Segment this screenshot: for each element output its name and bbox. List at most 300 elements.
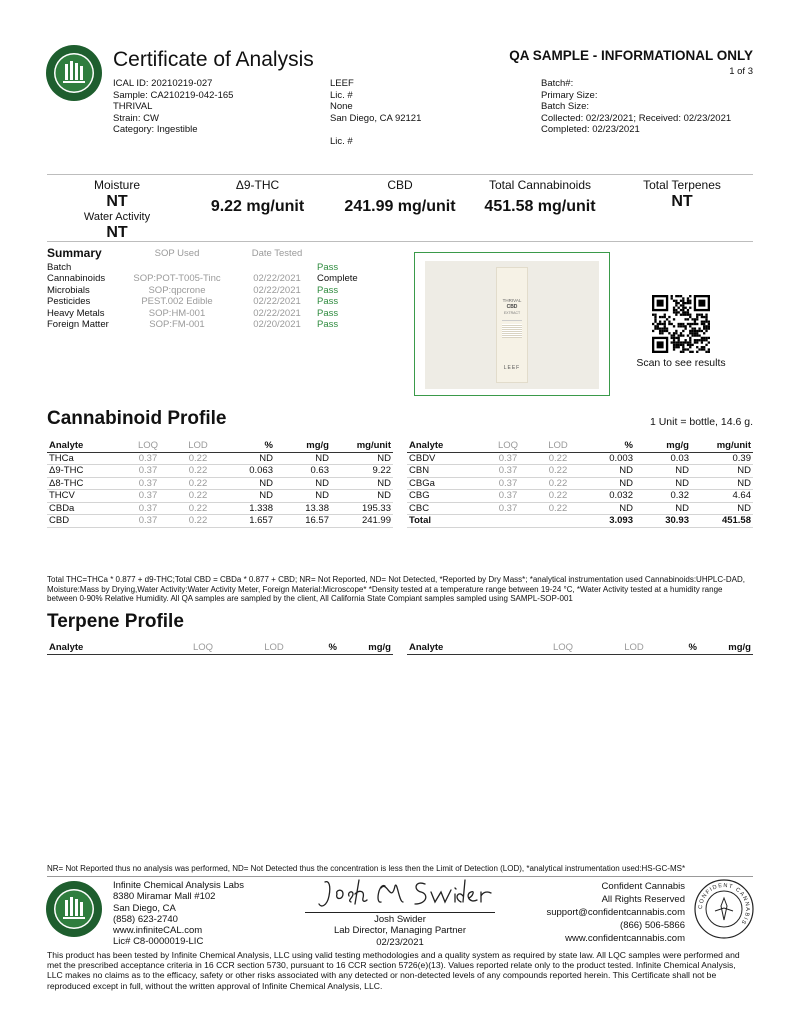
qr-module xyxy=(696,334,698,336)
qr-module xyxy=(708,341,710,343)
column-header: LOQ xyxy=(483,440,533,452)
summary-sop: SOP:POT-T005-Tinc xyxy=(133,273,221,285)
qr-module xyxy=(680,300,682,302)
qr-finder xyxy=(657,300,664,307)
table-cell: 16.57 xyxy=(275,515,331,528)
summary-test-name: Pesticides xyxy=(47,296,91,308)
table-cell: 0.37 xyxy=(483,490,533,503)
qr-module xyxy=(675,344,677,346)
qr-module xyxy=(664,325,666,327)
water-activity-value: NT xyxy=(106,224,128,241)
qr-module xyxy=(696,323,698,325)
table-header-row xyxy=(407,440,753,452)
signer-role: Lab Director, Managing Partner xyxy=(333,925,467,937)
cbd-label: CBD xyxy=(387,178,413,192)
qr-module xyxy=(701,348,703,350)
qr-module xyxy=(703,337,705,339)
qr-module xyxy=(682,351,684,353)
table-cell: 451.58 xyxy=(691,515,753,528)
qr-module xyxy=(689,341,691,343)
qr-module xyxy=(682,309,684,311)
table-cell: 0.22 xyxy=(173,477,223,490)
qr-module xyxy=(703,346,705,348)
column-header: LOQ xyxy=(167,642,239,654)
table-cell: CBDV xyxy=(407,452,483,465)
qr-module xyxy=(659,316,661,318)
table-row xyxy=(407,502,753,515)
table-row xyxy=(47,465,393,478)
sample-info xyxy=(113,78,233,136)
table-row xyxy=(407,452,753,465)
product-name: THRIVAL xyxy=(113,101,153,112)
qr-module xyxy=(659,321,661,323)
table-row xyxy=(407,477,753,490)
qr-module xyxy=(673,311,675,313)
qr-finder xyxy=(657,341,664,348)
table-cell: 0.003 xyxy=(583,452,635,465)
table-cell: 0.32 xyxy=(635,490,691,503)
qr-module xyxy=(673,346,675,348)
qr-module xyxy=(678,323,680,325)
qr-module xyxy=(687,300,689,302)
qr-module xyxy=(652,314,654,316)
qr-module xyxy=(708,327,710,329)
qr-module xyxy=(708,348,710,350)
qr-module xyxy=(678,337,680,339)
cbd-metric xyxy=(330,178,470,216)
qr-module xyxy=(682,307,684,309)
qr-module xyxy=(678,311,680,313)
qr-module xyxy=(687,311,689,313)
qr-module xyxy=(689,307,691,309)
confident-cannabis-seal xyxy=(693,878,755,940)
qr-module xyxy=(689,323,691,325)
qr-module xyxy=(673,325,675,327)
qr-module xyxy=(675,314,677,316)
qr-module xyxy=(694,332,696,334)
table-cell: 1.338 xyxy=(223,502,275,515)
qr-module xyxy=(661,332,663,334)
summary-row xyxy=(47,296,377,307)
qr-module xyxy=(680,304,682,306)
summary-date: 02/22/2021 xyxy=(253,307,301,319)
summary-result: Complete xyxy=(317,273,358,285)
client-info xyxy=(330,78,421,147)
qr-module xyxy=(694,334,696,336)
signature-date: 02/23/2021 xyxy=(376,936,424,948)
qr-module xyxy=(673,334,675,336)
qr-module xyxy=(684,318,686,320)
table-cell: Total xyxy=(407,515,483,528)
confident-rights: All Rights Reserved xyxy=(601,894,685,905)
table-cell: 0.22 xyxy=(533,477,583,490)
qr-module xyxy=(689,339,691,341)
column-header: Analyte xyxy=(47,642,167,654)
strain: Strain: CW xyxy=(113,112,159,124)
qr-module xyxy=(687,344,689,346)
column-header: LOD xyxy=(599,642,669,654)
table-cell: CBDa xyxy=(47,502,123,515)
qr-module xyxy=(701,337,703,339)
qr-module xyxy=(682,330,684,332)
qr-module xyxy=(673,348,675,350)
client-address-2: San Diego, CA 92121 xyxy=(330,112,422,124)
summary-heading: Summary xyxy=(47,246,102,260)
qr-module xyxy=(705,325,707,327)
client-address-1: None xyxy=(330,101,353,112)
qr-module xyxy=(680,325,682,327)
qr-module xyxy=(671,337,673,339)
qr-module xyxy=(691,344,693,346)
table-cell: 0.37 xyxy=(123,515,173,528)
summary-test-name: Microbials xyxy=(47,284,90,296)
lab-website[interactable]: www.infiniteCAL.com xyxy=(113,925,203,937)
qr-module xyxy=(675,295,677,297)
qr-module xyxy=(682,344,684,346)
product-divider xyxy=(502,320,522,321)
table-cell: ND xyxy=(635,502,691,515)
qr-module xyxy=(664,330,666,332)
qr-module xyxy=(701,316,703,318)
total-cannabinoids-metric xyxy=(470,178,610,216)
qr-module xyxy=(689,316,691,318)
total-terpenes-value: NT xyxy=(671,193,693,210)
batch-size: Batch Size: xyxy=(541,101,590,112)
qr-module xyxy=(705,314,707,316)
qr-module xyxy=(687,323,689,325)
qr-module xyxy=(680,341,682,343)
table-cell: 0.37 xyxy=(123,465,173,478)
table-cell: 0.37 xyxy=(483,452,533,465)
qr-module xyxy=(675,300,677,302)
lab-address-2: San Diego, CA xyxy=(113,902,176,914)
qr-module xyxy=(705,337,707,339)
qr-module xyxy=(689,314,691,316)
qr-module xyxy=(684,307,686,309)
table-cell: CBGa xyxy=(407,477,483,490)
table-cell: 0.22 xyxy=(533,452,583,465)
qr-module xyxy=(703,323,705,325)
summary-row xyxy=(47,308,377,319)
table-cell xyxy=(483,515,533,528)
column-header: mg/unit xyxy=(331,440,393,452)
table-cell xyxy=(533,515,583,528)
qr-module xyxy=(703,332,705,334)
qr-module xyxy=(691,332,693,334)
qr-module xyxy=(682,323,684,325)
qr-module xyxy=(678,334,680,336)
table-cell: 0.37 xyxy=(483,465,533,478)
total-terpenes-label: Total Terpenes xyxy=(643,178,721,192)
qr-module xyxy=(673,332,675,334)
qr-module xyxy=(673,337,675,339)
qr-module xyxy=(661,316,663,318)
qr-module xyxy=(682,311,684,313)
column-header: LOD xyxy=(533,440,583,452)
total-cannabinoids-label: Total Cannabinoids xyxy=(488,178,592,192)
qr-module xyxy=(675,309,677,311)
table-cell: ND xyxy=(223,452,275,465)
qr-module xyxy=(708,323,710,325)
qr-module xyxy=(696,351,698,353)
summary-test-name: Cannabinoids xyxy=(47,273,106,285)
qr-module xyxy=(689,295,691,297)
summary-sop: SOP:qpcrone xyxy=(148,284,206,296)
summary-sop: PEST.002 Edible xyxy=(141,296,213,308)
table-header-row xyxy=(47,642,393,654)
summary-result: Pass xyxy=(317,296,339,308)
table-cell: 0.22 xyxy=(173,515,223,528)
table-cell: 0.22 xyxy=(533,465,583,478)
lab-logo-seal-footer xyxy=(45,880,103,938)
table-cell: ND xyxy=(691,477,753,490)
table-cell: 195.33 xyxy=(331,502,393,515)
qr-module xyxy=(701,323,703,325)
qr-module xyxy=(682,302,684,304)
confident-website[interactable]: www.confidentcannabis.com xyxy=(565,933,685,944)
table-cell: 0.37 xyxy=(483,502,533,515)
qr-code[interactable] xyxy=(652,295,710,353)
batch-number: Batch#: xyxy=(541,78,574,89)
qr-module xyxy=(694,321,696,323)
qr-module xyxy=(696,330,698,332)
qr-module xyxy=(705,339,707,341)
qr-module xyxy=(696,339,698,341)
qr-module xyxy=(705,351,707,353)
table-header-row xyxy=(407,642,753,654)
qr-module xyxy=(694,341,696,343)
qr-module xyxy=(664,323,666,325)
summary-row xyxy=(47,285,377,296)
table-cell: 0.37 xyxy=(123,452,173,465)
product-photo-frame xyxy=(414,252,610,396)
confident-email[interactable]: support@confidentcannabis.com xyxy=(546,907,685,918)
qr-module xyxy=(701,339,703,341)
qr-module xyxy=(684,302,686,304)
qr-module xyxy=(684,327,686,329)
qr-module xyxy=(654,321,656,323)
qr-module xyxy=(682,348,684,350)
table-cell: ND xyxy=(583,477,635,490)
qr-module xyxy=(678,295,680,297)
summary-date: 02/20/2021 xyxy=(253,319,301,330)
qr-module xyxy=(659,330,661,332)
completed-date: Completed: 02/23/2021 xyxy=(541,124,640,135)
qr-module xyxy=(698,334,700,336)
summary-result: Pass xyxy=(317,319,339,330)
column-header: mg/g xyxy=(635,440,691,452)
total-terpenes-metric xyxy=(622,178,742,211)
summary-row xyxy=(47,262,377,273)
qr-module xyxy=(689,332,691,334)
summary-col-date: Date Tested xyxy=(251,248,303,259)
qr-module xyxy=(654,314,656,316)
qr-module xyxy=(687,297,689,299)
qr-module xyxy=(689,300,691,302)
qr-module xyxy=(698,330,700,332)
table-cell: 0.03 xyxy=(635,452,691,465)
qr-module xyxy=(694,330,696,332)
qr-module xyxy=(698,339,700,341)
qr-module xyxy=(687,309,689,311)
qr-module xyxy=(701,314,703,316)
summary-result: Pass xyxy=(317,284,339,296)
qr-module xyxy=(694,323,696,325)
qr-module xyxy=(694,318,696,320)
qr-module xyxy=(691,351,693,353)
qr-module xyxy=(682,346,684,348)
qr-module xyxy=(654,316,656,318)
terpene-footnote: NR= Not Reported thus no analysis was performed, ND= Not Detected thus the concentration is less then the Limit of Detection (LOD), *analytical instrumentation used:HS-GC-MS* xyxy=(47,864,686,873)
confident-name: Confident Cannabis xyxy=(601,881,685,892)
qr-module xyxy=(691,334,693,336)
qr-module xyxy=(671,295,673,297)
table-row xyxy=(47,490,393,503)
qr-module xyxy=(684,311,686,313)
summary-sop: SOP:HM-001 xyxy=(148,307,206,319)
d9-thc-metric xyxy=(190,178,325,216)
qr-module xyxy=(671,341,673,343)
table-cell: 0.22 xyxy=(173,452,223,465)
qr-module xyxy=(678,341,680,343)
table-cell: ND xyxy=(275,490,331,503)
page-number: 1 of 3 xyxy=(729,66,753,77)
qr-module xyxy=(689,344,691,346)
summary-result: Pass xyxy=(317,262,339,273)
water-activity-label: Water Activity xyxy=(83,211,151,223)
qr-module xyxy=(673,300,675,302)
table-cell: 1.657 xyxy=(223,515,275,528)
qr-module xyxy=(703,339,705,341)
column-header: mg/unit xyxy=(691,440,753,452)
qa-sample-label: QA SAMPLE - INFORMATIONAL ONLY xyxy=(509,48,753,63)
qr-module xyxy=(666,330,668,332)
product-line-1: CBD xyxy=(506,304,518,310)
table-cell: 241.99 xyxy=(331,515,393,528)
qr-module xyxy=(684,325,686,327)
terpene-table-left xyxy=(47,642,393,655)
qr-module xyxy=(680,295,682,297)
qr-module xyxy=(703,316,705,318)
qr-module xyxy=(687,318,689,320)
qr-module xyxy=(691,323,693,325)
qr-module xyxy=(682,334,684,336)
qr-module xyxy=(689,330,691,332)
divider xyxy=(47,241,753,242)
table-cell: ND xyxy=(635,477,691,490)
qr-module xyxy=(673,309,675,311)
qr-module xyxy=(664,321,666,323)
qr-module xyxy=(666,318,668,320)
summary-date: 02/22/2021 xyxy=(253,284,301,296)
column-header: LOQ xyxy=(527,642,599,654)
lab-license: Lic# C8-0000019-LIC xyxy=(113,936,204,948)
qr-finder xyxy=(698,300,705,307)
qr-module xyxy=(682,314,684,316)
qr-module xyxy=(705,327,707,329)
table-cell: CBC xyxy=(407,502,483,515)
column-header: Analyte xyxy=(407,440,483,452)
table-cell: Δ9-THC xyxy=(47,465,123,478)
qr-module xyxy=(675,341,677,343)
qr-module xyxy=(654,318,656,320)
qr-module xyxy=(680,323,682,325)
qr-module xyxy=(652,323,654,325)
table-cell: ND xyxy=(331,490,393,503)
summary-date: 02/22/2021 xyxy=(253,296,301,308)
ical-id: ICAL ID: 20210219-027 xyxy=(113,78,213,89)
qr-module xyxy=(687,302,689,304)
qr-module xyxy=(701,321,703,323)
qr-module xyxy=(652,330,654,332)
column-header: LOQ xyxy=(123,440,173,452)
column-header: mg/g xyxy=(699,642,753,654)
table-cell: 0.37 xyxy=(483,477,533,490)
qr-module xyxy=(708,321,710,323)
cannabinoid-table-left xyxy=(47,440,393,528)
table-cell: 0.37 xyxy=(123,477,173,490)
table-cell: 0.22 xyxy=(533,502,583,515)
signature-line xyxy=(305,912,495,913)
qr-module xyxy=(666,327,668,329)
table-cell: CBG xyxy=(407,490,483,503)
qr-module xyxy=(661,330,663,332)
qr-module xyxy=(684,348,686,350)
qr-module xyxy=(657,327,659,329)
qr-module xyxy=(687,334,689,336)
qr-module xyxy=(701,346,703,348)
qr-module xyxy=(694,339,696,341)
qr-module xyxy=(705,330,707,332)
confident-contact xyxy=(546,880,685,945)
table-cell: Δ8-THC xyxy=(47,477,123,490)
qr-module xyxy=(682,341,684,343)
qr-module xyxy=(680,344,682,346)
table-cell: ND xyxy=(223,477,275,490)
qr-module xyxy=(673,318,675,320)
qr-module xyxy=(708,351,710,353)
table-cell: THCV xyxy=(47,490,123,503)
lab-phone: (858) 623-2740 xyxy=(113,913,178,925)
qr-module xyxy=(675,332,677,334)
qr-module xyxy=(664,314,666,316)
terpene-profile-title: Terpene Profile xyxy=(47,611,184,632)
summary-test-name: Heavy Metals xyxy=(47,307,105,319)
primary-size: Primary Size: xyxy=(541,89,598,101)
table-cell: ND xyxy=(691,502,753,515)
qr-module xyxy=(680,309,682,311)
table-row xyxy=(47,452,393,465)
qr-module xyxy=(696,316,698,318)
qr-module xyxy=(673,344,675,346)
table-cell: 30.93 xyxy=(635,515,691,528)
summary-sop: SOP:FM-001 xyxy=(149,319,205,330)
terpene-table-right xyxy=(407,642,753,655)
qr-module xyxy=(668,323,670,325)
table-cell: 0.032 xyxy=(583,490,635,503)
qr-module xyxy=(689,337,691,339)
table-cell: 3.093 xyxy=(583,515,635,528)
column-header: mg/g xyxy=(339,642,393,654)
qr-module xyxy=(684,314,686,316)
cannabinoid-profile-title: Cannabinoid Profile xyxy=(47,408,227,429)
qr-module xyxy=(680,351,682,353)
column-header: % xyxy=(583,440,635,452)
qr-module xyxy=(705,318,707,320)
qr-module xyxy=(708,325,710,327)
qr-module xyxy=(664,327,666,329)
qr-module xyxy=(698,314,700,316)
